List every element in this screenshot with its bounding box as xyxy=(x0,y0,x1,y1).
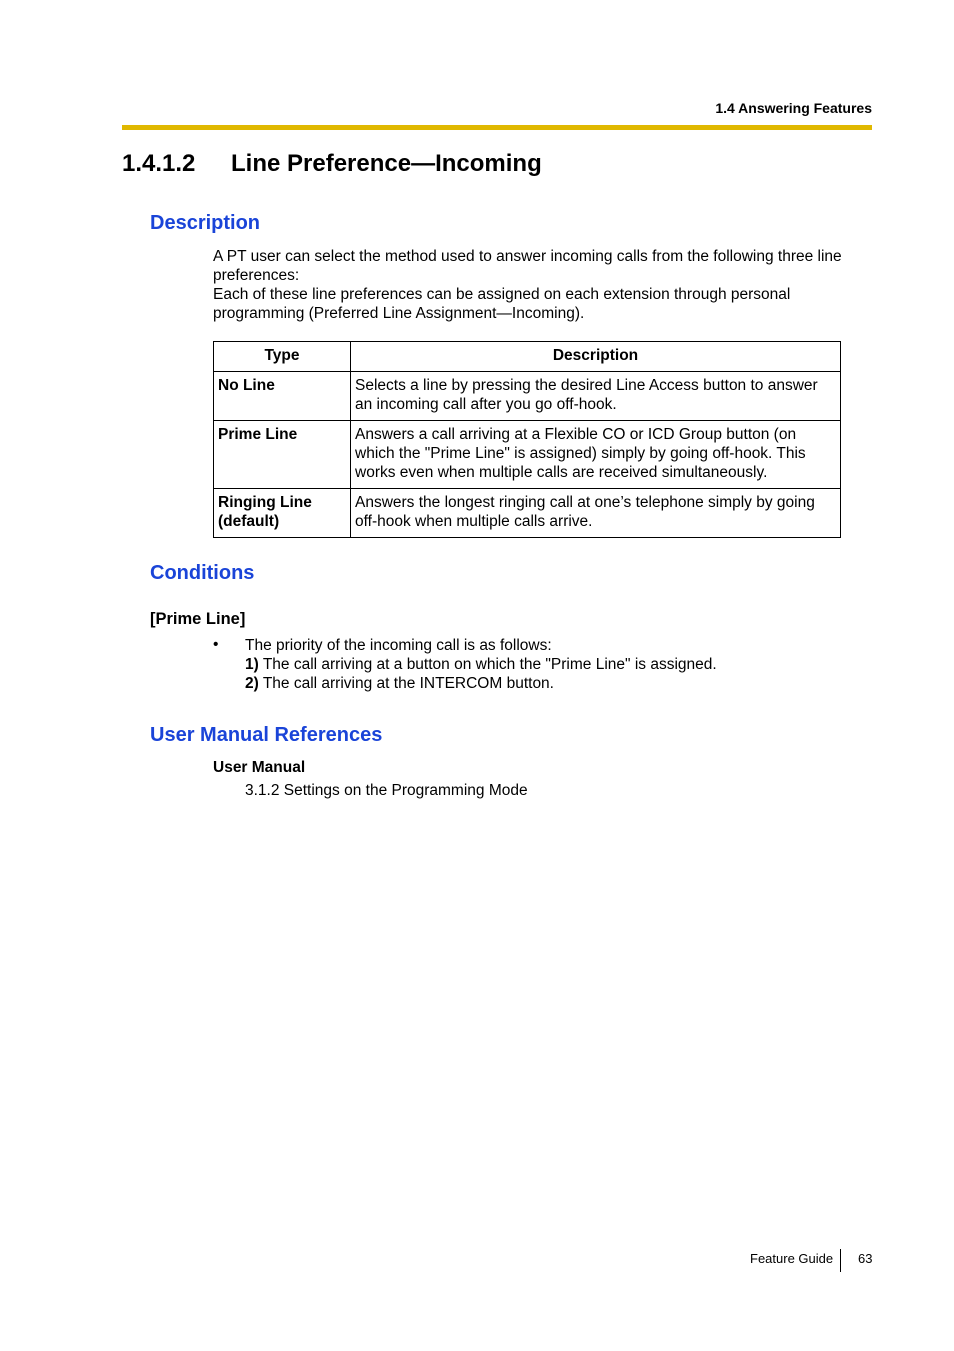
conditions-heading: Conditions xyxy=(150,562,255,584)
table-header-type: Type xyxy=(214,342,351,372)
bullet-text: The priority of the incoming call is as follows: xyxy=(245,637,552,654)
user-manual-reference: 3.1.2 Settings on the Programming Mode xyxy=(245,782,528,799)
table-row xyxy=(214,421,841,489)
step-text: The call arriving at a button on which the "Prime Line" is assigned. xyxy=(258,656,717,673)
footer-divider xyxy=(840,1249,841,1272)
list-item xyxy=(245,655,717,674)
conditions-subheading: [Prime Line] xyxy=(150,610,246,628)
table-cell-type: No Line xyxy=(214,372,351,421)
section-title-text: Line Preference—Incoming xyxy=(231,150,542,177)
table-cell-desc: Selects a line by pressing the desired Line Access button to answer an incoming call after you go off-hook. xyxy=(351,372,841,421)
step-number: 1) xyxy=(245,656,259,673)
running-head: 1.4 Answering Features xyxy=(715,100,872,116)
page-number: 63 xyxy=(858,1251,873,1266)
table-row xyxy=(214,489,841,538)
list-item xyxy=(245,674,717,693)
conditions-bullet-content xyxy=(245,636,717,693)
table-cell-type: Prime Line xyxy=(214,421,351,489)
description-para-2: Each of these line preferences can be assigned on each extension through personal programming (Preferred Line Assignment—Incoming). xyxy=(213,286,791,322)
header-rule xyxy=(122,125,872,130)
table-row xyxy=(214,372,841,421)
references-heading: User Manual References xyxy=(150,724,383,746)
bullet-icon: • xyxy=(213,636,219,653)
table-cell-type: Ringing Line (default) xyxy=(214,489,351,538)
table-header-description: Description xyxy=(351,342,841,372)
line-preference-table xyxy=(213,341,841,538)
step-number: 2) xyxy=(245,675,259,692)
section-number: 1.4.1.2 xyxy=(122,150,196,177)
description-para-1: A PT user can select the method used to answer incoming calls from the following three line preferences: xyxy=(213,248,842,284)
table-cell-desc: Answers the longest ringing call at one’s telephone simply by going off-hook when multiple calls arrive. xyxy=(351,489,841,538)
user-manual-label: User Manual xyxy=(213,759,306,776)
footer-guide-title: Feature Guide xyxy=(750,1251,834,1266)
table-cell-desc: Answers a call arriving at a Flexible CO or ICD Group button (on which the "Prime Line" is assigned) simply by going off-hook. This works even when multiple calls are received simultaneously. xyxy=(351,421,841,489)
table-header-row xyxy=(214,342,841,372)
section-title xyxy=(122,150,542,178)
description-heading: Description xyxy=(150,212,261,234)
step-text: The call arriving at the INTERCOM button. xyxy=(258,675,554,692)
